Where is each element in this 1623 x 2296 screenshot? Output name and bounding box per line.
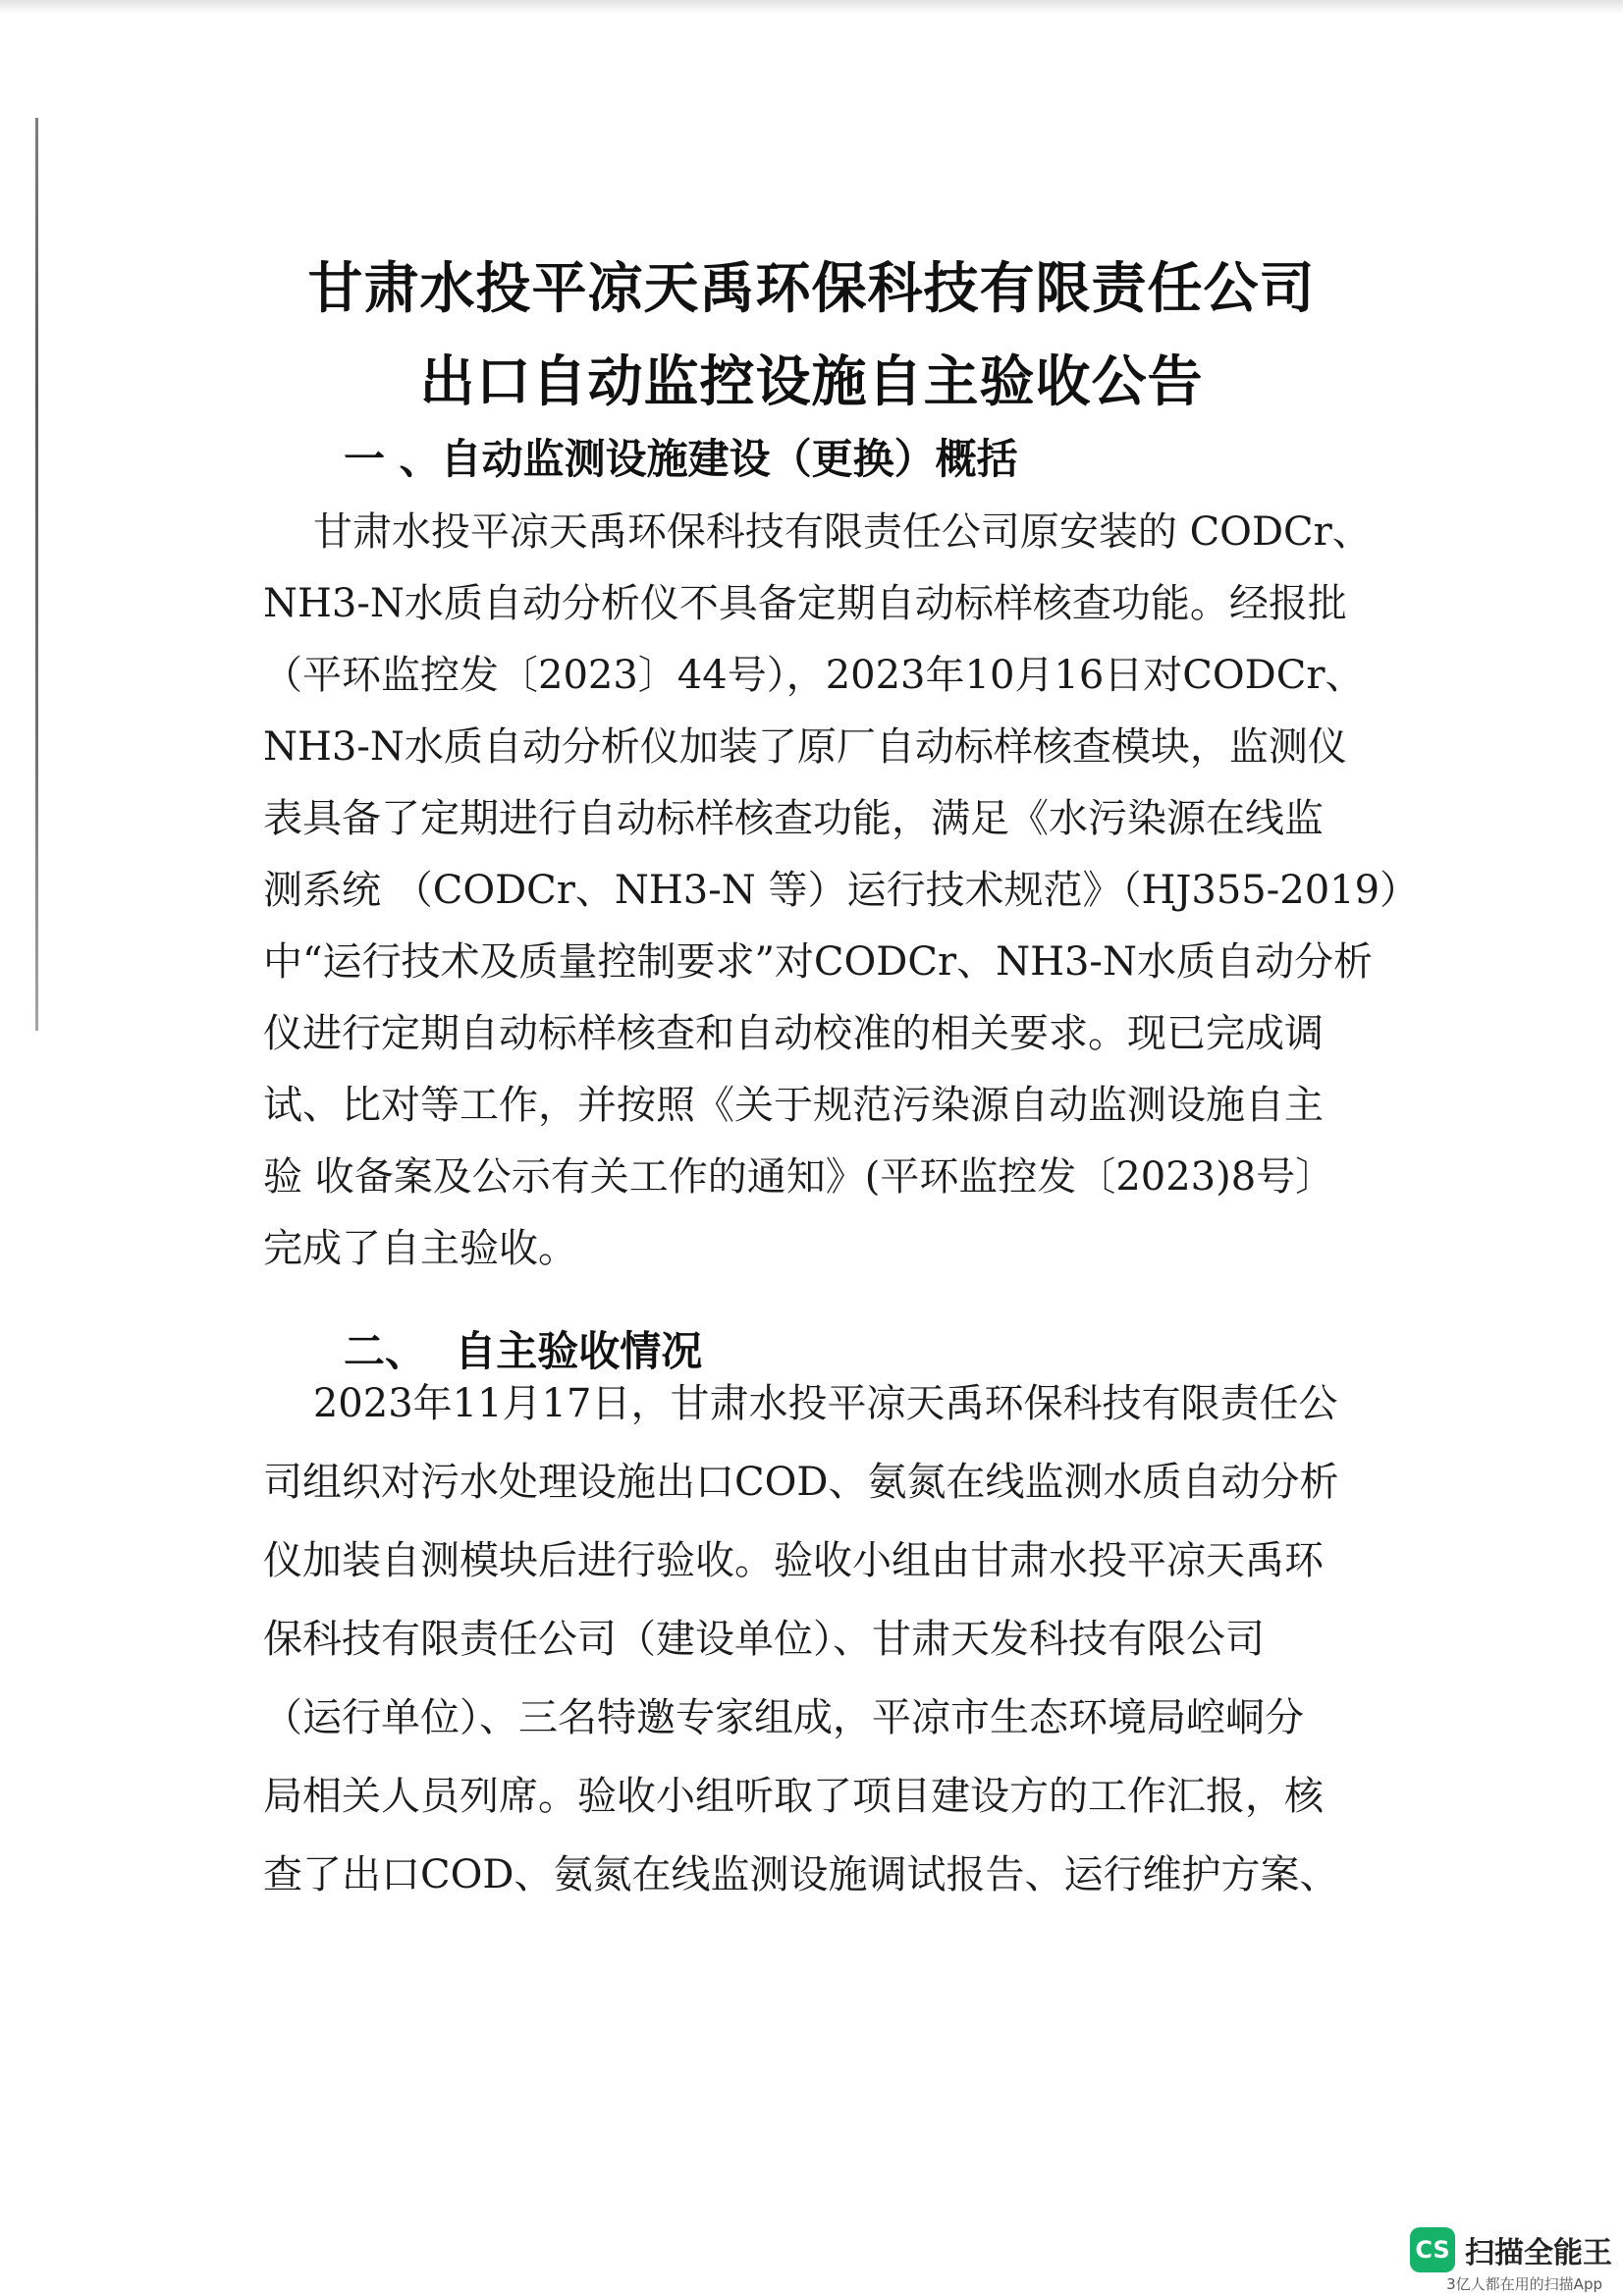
section1-line: 仪进行定期自动标样核查和自动校准的相关要求。现已完成调 bbox=[263, 1011, 1324, 1056]
section1-line: 测系统 （CODCr、NH3-N 等）运行技术规范》（HJ355-2019） bbox=[263, 868, 1420, 913]
section1-line: 中“运行技术及质量控制要求”对CODCr、NH3-N水质自动分析 bbox=[263, 939, 1373, 985]
section1-heading: 一 、自动监测设施建设（更换）概括 bbox=[344, 435, 1018, 483]
section1-line: 甘肃水投平凉天禹环保科技有限责任公司原安装的 CODCr、 bbox=[263, 509, 1372, 555]
section1-line: NH3-N水质自动分析仪不具备定期自动标样核查功能。经报批 bbox=[263, 581, 1347, 626]
document-title-line1: 甘肃水投平凉天禹环保科技有限责任公司 bbox=[307, 257, 1316, 321]
section2-heading: 二、 自主验收情况 bbox=[344, 1327, 703, 1375]
section2-line: 2023年11月17日，甘肃水投平凉天禹环保科技有限责任公 bbox=[263, 1381, 1338, 1426]
section2-line: 仪加装自测模块后进行验收。验收小组由甘肃水投平凉天禹环 bbox=[263, 1538, 1324, 1583]
section2-line: 保科技有限责任公司（建设单位）、甘肃天发科技有限公司 bbox=[263, 1617, 1265, 1662]
section1-line: NH3-N水质自动分析仪加装了原厂自动标样核查模块，监测仪 bbox=[263, 724, 1347, 770]
section1-line: 试、比对等工作，并按照《关于规范污染源自动监测设施自主 bbox=[263, 1083, 1324, 1128]
scanner-tagline: 3亿人都在用的扫描App bbox=[1446, 2275, 1602, 2293]
section1-line: （平环监控发〔2023〕44号），2023年10月16日对CODCr、 bbox=[263, 653, 1365, 698]
section2-line: 局相关人员列席。验收小组听取了项目建设方的工作汇报，核 bbox=[263, 1774, 1324, 1819]
section2-line: 司组织对污水处理设施出口COD、氨氮在线监测水质自动分析 bbox=[263, 1460, 1339, 1505]
section1-line: 表具备了定期进行自动标样核查功能，满足《水污染源在线监 bbox=[263, 796, 1324, 841]
section2-line: 查了出口COD、氨氮在线监测设施调试报告、运行维护方案、 bbox=[263, 1852, 1339, 1897]
section2-line: （运行单位）、三名特邀专家组成，平凉市生态环境局崆峒分 bbox=[263, 1695, 1304, 1740]
section1-line: 完成了自主验收。 bbox=[263, 1226, 577, 1271]
scanner-watermark bbox=[1410, 2226, 1612, 2273]
document-title-line2: 出口自动监控设施自主验收公告 bbox=[419, 350, 1204, 414]
camscanner-logo-icon: CS bbox=[1410, 2227, 1455, 2272]
section1-line: 验 收备案及公示有关工作的通知》(平环监控发〔2023)8号〕 bbox=[263, 1154, 1335, 1200]
scanner-app-name: 扫描全能王 bbox=[1465, 2236, 1612, 2270]
